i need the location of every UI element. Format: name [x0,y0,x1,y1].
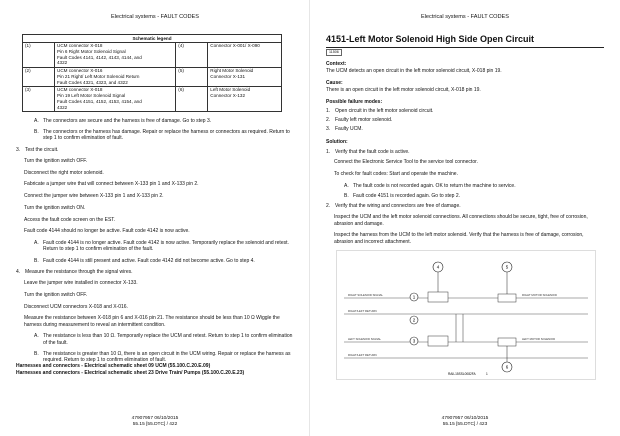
page-footer [310,416,620,428]
context-heading: Context: [326,60,347,67]
legend-number: (6) [176,86,208,111]
option-text: The resistance is greater than 10 Ω, there is an open circuit in the UCM wiring. Repair or replace the harness as required. Return to step 1 to confirm elimination of fault. [43,350,291,364]
step-4 [16,269,294,275]
legend-line: 4322 [57,104,68,110]
legend-line: Left Motor Solenoid [210,87,251,93]
option-text: Fault code 4144 is still present and active. Fault code 4142 did not become active. Go to step 4. [43,257,255,264]
option-marker: B. [344,192,349,199]
instruction: Leave the jumper wire installed in connector X-133. [24,280,138,287]
title-rule [326,47,604,48]
wire-label: LEFT MOTOR SOLENOID [522,336,556,341]
step-2 [326,203,604,209]
option-a-step2 [34,118,294,124]
wire-label: RIGHT MOTOR SOLENOID [522,292,558,297]
option-b-step4 [34,351,294,364]
instruction: Measure the resistance between X-018 pin 6 and X-016 pin 21. The resistance should be less than 10 Ω Wiggle the harness during measurement to reveal an intermittent condition. [24,315,280,328]
option-text: Fault code 4151 is recorded again. Go to step 2. [353,192,461,199]
wiring-schematic-diagram [336,250,596,380]
table-row [23,67,282,86]
option-marker: B. [34,257,39,264]
option-marker: B. [34,350,39,357]
right-page-content [326,34,604,382]
legend-number: (2) [23,67,55,86]
step-1 [326,149,604,155]
legend-line: Right Motor Solenoid [210,68,254,74]
legend-number: (1) [23,42,55,67]
figure-id: RAIL15SSL0082FA [448,371,476,376]
list-text: Open circuit in the left motor solenoid circuit. [335,107,434,114]
schematic-legend-table [22,34,282,112]
legend-number: (3) [23,86,55,111]
option-marker: A. [34,240,39,247]
legend-line: Pin 6 Right Motor Solenoid Signal [57,48,126,54]
fault-code-title: 4151-Left Motor Solenoid High Side Open Circuit [326,34,535,44]
footer-page-number: 55.15 [55.DTC] / 422 [132,421,178,427]
option-marker: B. [34,129,39,136]
legend-description [208,67,282,86]
list-text: Faulty left motor solenoid. [335,117,393,124]
context-text: The UCM detects an open circuit in the left motor solenoid circuit, X-018 pin 19. [326,67,502,74]
legend-number: (4) [176,42,208,67]
legend-description [208,86,282,111]
instruction: Disconnect the right motor solenoid. [24,169,104,176]
right-page [310,0,620,436]
connector-x-018 [428,292,448,302]
list-item [326,117,604,123]
legend-line: Pin 19 Left Motor Solenoid Signal [57,93,126,99]
list-item [326,108,604,114]
legend-title-row [23,35,282,43]
instruction: To check for fault codes: Start and operate the machine. [334,170,458,177]
option-b-step2 [34,129,294,142]
option-marker: A. [344,182,349,189]
option-a-step1 [344,183,604,189]
callout-number: 2 [412,317,416,323]
step-text: Verify that the wiring and connectors are free of damage. [335,203,461,210]
callout-number: 3 [412,338,416,344]
instruction: Turn the ignition switch OFF. [24,291,88,298]
instruction: Connect the jumper wire between X-133 pin 1 and X-133 pin 2. [24,193,164,200]
option-marker: A. [34,333,39,340]
instruction: Inspect the harness from the UCM to the left motor solenoid. Verify that the harness is free of damage, corrosion, abrasion and incorrect attachment. [334,232,584,245]
solution-heading: Solution: [326,138,348,145]
figure-number: 1 [486,371,488,376]
list-number: 2. [326,117,331,124]
instruction: Fault code 4144 should no longer be active. Fault code 4142 is now active. [24,228,190,235]
option-text: The resistance is less than 10 Ω. Temporarily replace the UCM and retest. Return to step 1 to confirm elimination of the fault. [43,333,293,346]
cause-text: There is an open circuit in the left motor solenoid circuit, X-018 pin 19. [326,86,481,93]
legend-title: Schematic legend [23,35,282,43]
option-text: Fault code 4144 is no longer active. Fault code 4142 is now active. Temporarily replace the solenoid and retest. Return to step 1 to confirm elimination of the fault. [43,240,289,253]
legend-description [55,42,176,67]
legend-line: UCM connector X-016 [57,68,103,74]
legend-line: Fault Codes 4141, 4142, 4143, 4144, and [57,54,142,60]
legend-description [55,67,176,86]
step-3 [16,147,294,153]
legend-line: UCM connector X-018 [57,43,103,49]
option-b-step1 [344,193,604,199]
harness-reference-link[interactable]: Harnesses and connectors - Electrical schematic sheet 09 UCM (55.100.C.20.E.09) [16,363,211,370]
instruction: Connect the Electronic Service Tool to the service tool connector. [334,159,478,166]
wire-label: RIGHT SOLENOID SIGNAL [348,292,383,297]
page-footer [0,416,310,428]
footer-doc-id: 47907957 06/10/2015 [131,415,179,421]
step-number: 4. [16,268,21,275]
instruction: Turn the ignition switch OFF. [24,157,88,164]
callout-number: 6 [505,364,509,370]
step-text: Verify that the fault code is active. [335,148,410,155]
instruction: Disconnect UCM connectors X-018 and X-016. [24,303,128,310]
instruction: Turn the ignition switch ON. [24,204,86,211]
callout-number: 1 [412,294,416,300]
connector-x-131 [498,294,516,302]
legend-number: (5) [176,67,208,86]
legend-line: Connector X-131 [210,73,246,79]
legend-line: Pin 21 Right/ Left Motor Solenoid Return [57,73,140,79]
list-text: Faulty UCM. [335,126,363,133]
step-number: 1. [326,148,331,155]
failure-modes-heading: Possible failure modes: [326,98,383,105]
left-page-content [16,34,294,376]
wire-label: RIGHT/LEFT RETURN [348,352,377,357]
callout-number: 4 [436,264,440,270]
list-number: 1. [326,107,331,114]
legend-line: Fault Codes 4151, 4152, 4153, 4154, and [57,98,142,104]
connector-x-016 [428,336,448,346]
harness-reference-link[interactable]: Harnesses and connectors - Electrical schematic sheet 23 Drive Train/ Pumps (55.100.C.20.E.23) [16,369,245,376]
step-number: 2. [326,203,331,210]
legend-description [55,86,176,111]
option-text: The fault code is not recorded again. OK to return the machine to service. [353,182,516,189]
footer-page-number: 55.15 [55.DTC] / 423 [442,421,488,427]
option-a-step3 [34,240,294,253]
option-a-step4 [34,333,294,346]
wire-label: RIGHT/LEFT RETURN [348,308,377,313]
step-text: Test the circuit. [25,146,59,153]
legend-line: Connector X-132 [210,93,246,99]
connector-x-132 [498,338,516,346]
instruction: Fabricate a jumper wire that will connect between X-133 pin 1 and X-133 pin 2. [24,181,199,188]
legend-line: Fault Codes 4321, 4323, and 4322 [57,79,128,85]
legend-line: UCM connector X-018 [57,87,103,93]
list-number: 3. [326,126,331,133]
step-number: 3. [16,146,21,153]
diagram-frame [337,250,596,379]
page-header: Electrical systems - FAULT CODES [420,14,510,20]
option-b-step3 [34,258,294,264]
instruction: Inspect the UCM and the left motor solenoid connections. All connections should be secure, tight, free of corrosion, abrasion and damage. [334,214,588,227]
list-item [326,126,604,132]
legend-line: 4322 [57,60,68,66]
table-row [23,86,282,111]
legend-line: Connector X-001/ X-090 [210,43,260,49]
instruction: Access the fault code screen on the EST. [24,216,116,223]
option-text: The connectors or the harness has damage. Repair or replace the harness or connectors as required. Return to step 1 to confirm elimination of fault. [43,129,290,142]
page-header: Electrical systems - FAULT CODES [110,14,200,20]
table-row [23,42,282,67]
wire-label: LEFT SOLENOID SIGNAL [348,336,382,341]
reference-code: 11506 [326,49,342,55]
option-marker: A. [34,117,39,124]
callout-number: 5 [505,264,509,270]
option-text: The connectors are secure and the harness is free of damage. Go to step 3. [43,117,212,124]
cause-heading: Cause: [326,79,343,86]
legend-description [208,42,282,67]
footer-doc-id: 47907957 06/10/2015 [441,415,489,421]
step-text: Measure the resistance through the signal wires. [25,268,133,275]
